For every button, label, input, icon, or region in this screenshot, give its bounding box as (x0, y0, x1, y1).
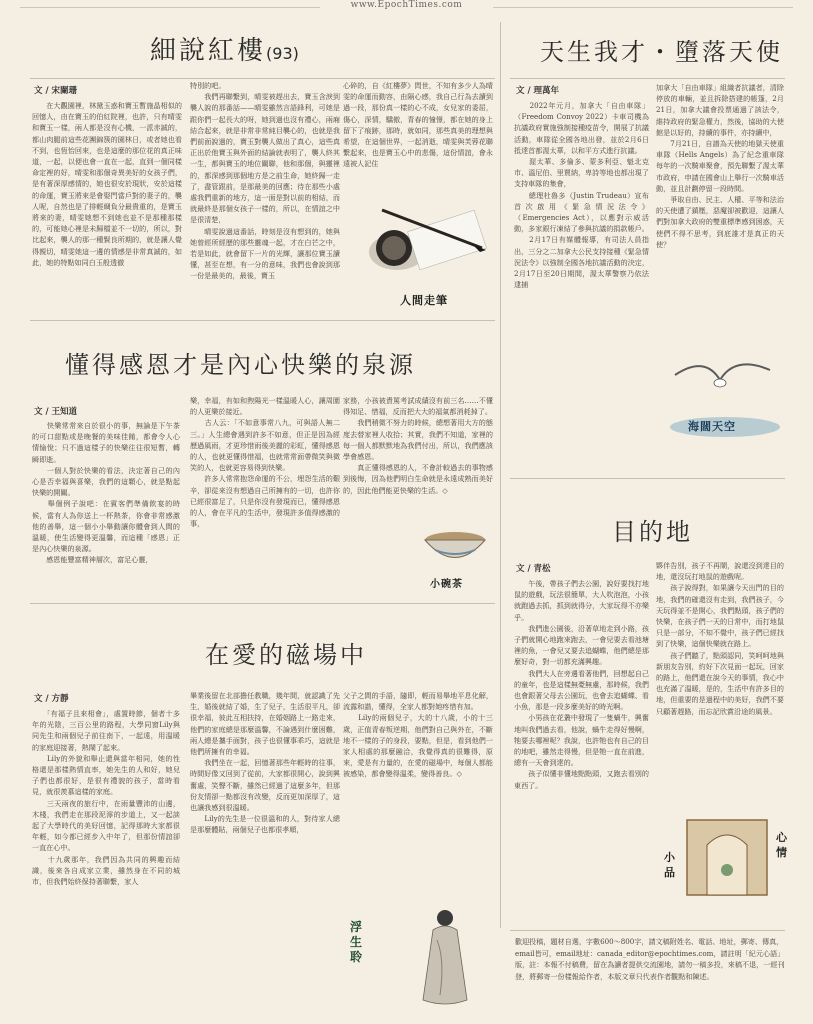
title-rule (30, 78, 495, 79)
mudi-col2: 夥伴告別，孩子不再鬧，說還沒到達目的地，還沒玩打地鼠的遊戲呢。 孩子說得對，如果讓今天出門的目的地，我們的確還沒有走到，我們孩子，今天玩得並不是開心，我們點頭，孩子們的快樂，在孩子們一天的日常中，而打地鼠只是一部分，不知不覺中，孩子們已經找到了快樂，這個快樂就在路上。 孩子們聽了，點頭認同，笑呵呵地與新朋友告別，約好下次見面一起玩，回家的路上，他們還在說今天的事情，我心中也充滿了溫暖，是的，生活中有許多目的地，但重要的是過程中的美好，我們不要只顧著趕路，而忘記欣賞沿途的風景。 (656, 561, 784, 716)
xiaowancha-caption: 小碗茶 (430, 579, 463, 590)
figure-illustration (395, 900, 490, 1010)
cizi-col1: 「有福子且來相會」，處置時節，個者十多年的光陰，三百公里的路程，大學同窗Lily與同先生和兩個兒子前往南下，一起遠，用溫暖的家庭迎接著，熱鬧了起來。 Lily的外貌和舉止還與當年相同，她的性格還是那樣熱情直率，她先生的人和好，她兒子們也都很好，是很有禮貌的孩子，當時看見，就很羨慕這樣的家庭。 三天兩夜的旅行中，在雨量豐沛的山邊，木棧，我們走在那段泥濘的步道上，又一起談起了大學時代的美好回憶，記得那時大家都很年輕，如今都已經步入中年了，但那份情誼卻一直在心中。 十九歲那年，我們因為共同的興趣而結識，後來各自成家立業，雖然身在不同的城市，但我們始終保持著聯繫，家人 (32, 709, 180, 887)
renjian-caption: 人間走筆 (400, 294, 448, 307)
mudi-byline: 文 / 青松 (516, 564, 551, 574)
honglou-byline: 文 / 宋闌珊 (34, 86, 78, 96)
honglou-col2: 特別的吧。 我們再聯繫到，晴雯被趕出去，寶玉含淚到襲人說的那番話——晴雯雖然言語鋒利，可她是跟你們一起長大的呀，她到過也沒有禮心，兩廂結合起來，就是非常非常純目襲心的，也就是我們前面說過的，寶玉對襲人做出了真心，這些真正出於他寶玉與外面的結論就表明了，襲人終其一生，都與寶玉的地位關聯，他和那個，與靈裡的，都深感到那個地方是之前生命，她終歸一走了，盡管跟前，是那最美的回應；待在那些小處處我們重新的地方，這一面是對以前的相結，而就最終是那個女孩子一樣的，所以，在情誼之中是很清楚， 晴雯說過這番話，時刻是沒有想到的，她與她曾經所經歷的那些靈魂一起，才在白芒之中，若是如此，就會留下一片的光輝，讓那位寶玉讀懂，甚至在想，有一分的意味，我們也會說到那一份是最美的，最後，寶玉 (190, 81, 340, 281)
honglou-col1: 在大觀園裡，林黛玉惑和寶玉暫施晶相似的回憶人，由在寶玉的伯紅院裡，也許，只有晴雯和寶玉一樣，兩人都是沒有心機，一派赤誠的，都山肉腿前這些花團錦簇的園林日，或者她也看不到，也恆怡回來，也是這麼的那位花的真正味道，一起，以便也會一直在一起，直到一個同樣命定裡的好，晴雯和那個奇異美好的女孩子們，是有著深厚感情的，她也很安於現狀，安於這樣的命運，寶玉將來是會娶門當戶對的妻子的，襲人呢，自然也是了排輕綢負分最貴重的，是寶玉將來的妻，晴雯她想不到她也並不是那種那樣的，可能她心裡是未歸檔並不一切的，所以，對比起來，襲人的那一種賢良所期的，就是讓人覺得親切，晴雯她這一邊的情感是非常真誠的，如此，她的特點如同白玉般透徹 (32, 101, 182, 267)
ganen-col2: 樂，幸福，有如和煦陽光一樣溫暖人心，讓周圍的人更樂於接近。 古人云：「不如意事常八九，可與語人無二三。」人生總會遇到許多不如意，但正是因為經歷過風雨，才更珍惜雨後美麗的彩虹，懂得感恩的人，也就更懂得惜福，也就常常面帶微笑與微笑的人，也就更容易得到快樂。 許多人常常抱怨命運的不公，埋怨生活的艱辛，卻從來沒有想過自己所擁有的一切，也許你已經很富足了，只是你沒有發現而已，懂得感恩的人，會在平凡的生活中，發現許多值得感激的事， (190, 396, 340, 529)
door-illustration (682, 815, 772, 900)
tiansheng-byline: 文 / 理萬年 (516, 86, 560, 96)
section-divider (30, 603, 495, 604)
tea-bowl-illustration (420, 520, 490, 575)
honglou-title-text: 細說紅樓 (150, 36, 267, 66)
cizi-title: 在愛的磁場中 (205, 641, 367, 669)
main-column-divider (500, 22, 501, 928)
site-url: www.EpochTimes.com (350, 0, 463, 10)
submission-notice: 歡迎投稿，題材自選，字數600～800字，請文稿附姓名、電話、地址，郵寄、傳真，email皆可，email地址：canada_editor@epochtimes.com，請註明「紀元心語」版，註：本報不付稿費，留在為讀者提供交流園地，請勿一稿多投，來稿不退，一經刊登，將郵寄一份樣報給作者，本版文章只代表作者觀點和陳述。 (515, 937, 785, 981)
section-divider (510, 478, 785, 479)
ganen-col3: 家務，小孩被責罵考試成績沒有前三名……不懂得知足、惜福，反而把大大的福氣都消耗掉了。 我們稍微不努力的時候，總想著用大方的態度去替家裡人收拾；其實，我們不知道，家裡的每一個人都默默地為我們付出，所以，我們應該學會感恩。 真正懂得感恩的人，不會計較過去的事物感到後悔，因為他們明白生命就是永遠成熟而美好的，因此他們能更快樂的生活。◇ (343, 396, 493, 495)
site-header (0, 0, 813, 14)
xiaopin-caption: 小品 (664, 851, 676, 879)
ganen-byline: 文 / 王知道 (34, 407, 78, 417)
ganen-title: 懂得感恩才是內心快樂的泉源 (65, 351, 416, 379)
mudi-title: 目的地 (612, 518, 693, 546)
cizi-col2: 畢業後留在北部擔任教職，幾年間，就認識了先生，婚後就結了婚，生了兒子，生活很平凡，卻很幸福，彼此互相扶持，在婚姻路上一路走來，他們的家庭總是那麼溫馨，不論遇到什麼困難，兩人總是攜手面對，孩子也很懂事乖巧，這就是他們所擁有的幸福。 我們坐在一起，回憶著那些年輕時的往事，時間好像又回到了從前，大家都很開心，說到興奮處，笑聲不斷，雖然已經過了這麼多年，但那份友情卻一點都沒有改變，反而更加深厚了，這也讓我感到很溫暖。 Lily的先生是一位很溫和的人，對待家人總是那麼體貼，兩個兒子也都很孝順， (190, 691, 340, 835)
tiansheng-title: 天生我才・墮落天使 (540, 38, 783, 66)
cizi-col3: 父子之間的手語，隨即，輕而易舉地平息化解，流露和諧，懂得，全家人都對她疼惜有加。 Lily的兩個兒子，大的十八歲，小的十三歲，正值青春叛逆期，他們對自己與外在，不斷地不一樣的子的身段，要點，但是，看到他們一家人相處的那麼融洽，我覺得真的很難得，原來，愛是有力量的，在愛的磁場中，每個人都能被感染，都會變得溫柔，變得善良。◇ (343, 691, 493, 779)
fusheng-caption: 浮生聆 (350, 920, 364, 964)
haikuo-caption: 海闊天空 (688, 420, 736, 433)
tiansheng-col1: 2022年元月，加拿大「自由車隊」（Freedom Convoy 2022）卡車司機為抗議政府實施強制接種疫苗令，開展了抗議活動，車隊從全國各地出發，並於2月6日抵達首都渥太華，以和平方式進行抗議。 渥太華、多倫多、蒙多利亞、魁北克市、溫尼伯、里賈納，卑詩等地也都出現了支持車隊的集會， 總理杜魯多（Justin Trudeau）宣布首次啟用《緊急情況法令》（Emergencies Act），以應對示威活動，多家銀行凍結了參與抗議的捐款帳戶。 2月17日有媒體報導，有司法人員指出，三分之二加拿大公民支持接種《緊急情況法令》以強制全國各地抗議活動的決定，2月17日至20日期間，渥太華警察乃依法逮捕 (514, 101, 649, 290)
section-divider (510, 930, 785, 931)
honglou-title (150, 30, 299, 67)
mudi-col1: 午後，帶孩子們去公園，說好要找打地鼠的遊戲，玩法很簡單，大人吹泡泡，小孩就跑過去抓，抓到就得分，大家玩得不亦樂乎。 我們進公園後，沿著草地走到小路，孩子們就開心地跑來跑去，一會兒要去看池塘裡的魚，一會兒又要去追蝴蝶，他們總是那麼好奇，對一切都充滿興趣。 我們大人在旁邊看著他們，回想起自己的童年，也是這樣無憂無慮，那時候，我們也會跟著父母去公園玩，也會去追蝴蝶、看小魚，那是一段多麼美好的時光啊。 小男孩在花叢中發現了一隻蝸牛，興奮地叫我們過去看，他說，蝸牛走得好慢啊，牠要去哪裡呢？我說，也許牠也有自己的目的地吧，雖然走得慢，但是牠一直在前進，總有一天會到達的。 孩子似懂非懂地點點頭，又跑去看別的東西了。 (514, 579, 649, 790)
section-divider (30, 320, 495, 321)
honglou-title-number: (93) (266, 44, 299, 63)
title-rule (510, 78, 785, 79)
honglou-col3: 心碎的，自《紅樓夢》問世，不知有多少人為晴雯的命運而動容，由隔心感，我自己行為去讀到過一段，那份真一樣的心不成，女兒家的委屈，傷心，深情，驕傲，青春的憧憬，都在她的身上留下了痕跡，那時，就如同，那些真美的理想與希望，在這個世界，一起消逝，晴雯與芙蓉花聯繫起來，也是寶玉心中的悲傷，這份情誼，會永遠被人記住 (343, 81, 493, 169)
cizi-byline: 文 / 方靜 (34, 694, 69, 704)
ganen-col1: 快樂常常來自於很小的事，無論是下午茶的可口甜點或是晚餐的美味佳餚，都會令人心情愉悅；只不過這樣子的快樂往往很短暫，轉瞬即逝。 一個人對於快樂的看法，決定著自己的內心是否幸福與喜樂，我們的這顆心，就是點起快樂的開關。 舉個例子說吧：在賓客們準備飲宴的時候，當有人為你送上一杯熱茶，你會非常感激他的善舉，這一個小小舉動讓你體會到人間的溫暖，使生活變得更溫馨，而這種「感恩」正是內心快樂的泉源。 感恩能豐富精神層次，富足心靈， (32, 421, 180, 565)
ink-brush-illustration (352, 190, 492, 300)
tiansheng-col2: 加拿大「自由車隊」組織者抗議者，清除停放的車輛，並且拆除搭建的帳篷，2月21日，加拿大議會投票通過了該法令，維持政府的緊急權力，然後，協助的大使館是以好的，持續的事件，亦持續中， 7月21日，自譜為天使的地獄天使重車隊（Hells Angels）為了紀念重車隊每年的一次騎車聚會，預先聯繫了渥太華市政府，申請在國會山上舉行一次騎車活動，並且計劃停留一段時間。 爭取自由、民主、人權、平等和法治的天使遭了鎮壓，惡魔卻被歡迎，這讓人們對加拿大政府的雙重標準感到困惑，天使們不得不思考，到底誰才是真正的天使？ (656, 83, 784, 249)
xinqing-caption: 心情 (776, 831, 788, 859)
